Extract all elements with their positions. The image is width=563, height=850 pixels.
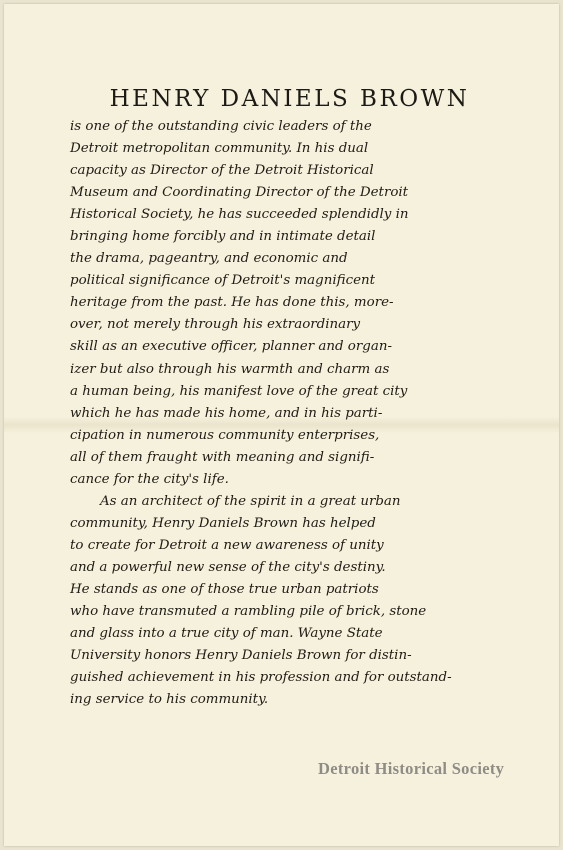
text-line: cance for the city's life. — [70, 471, 229, 487]
text-line: a human being, his manifest love of the great city — [70, 383, 408, 399]
text-line: who have transmuted a rambling pile of brick, stone — [70, 604, 427, 620]
text-line: cipation in numerous community enterprises, — [70, 427, 380, 443]
text-line: is one of the outstanding civic leaders of the — [70, 119, 372, 134]
text-line: capacity as Director of the Detroit Historical — [70, 163, 374, 179]
document-title: HENRY DANIELS BROWN — [109, 86, 470, 112]
text-line: over, not merely through his extraordinary — [70, 317, 361, 333]
text-line: bringing home forcibly and in intimate detail — [70, 229, 376, 245]
text-line: all of them fraught with meaning and signifi- — [70, 449, 375, 465]
text-line: and glass into a true city of man. Wayne State — [70, 626, 383, 642]
text-line: Detroit metropolitan community. In his dual — [70, 141, 369, 157]
text-line: and a powerful new sense of the city's destiny. — [70, 559, 386, 575]
text-line: heritage from the past. He has done this, more- — [70, 295, 394, 311]
text-line: izer but also through his warmth and charm as — [70, 361, 390, 377]
text-line: which he has made his home, and in his parti- — [70, 405, 383, 421]
text-line: to create for Detroit a new awareness of unity — [70, 537, 384, 553]
text-line: guished achievement in his profession and for outstand- — [70, 670, 452, 686]
text-line: ing service to his community. — [70, 692, 269, 708]
text-line: University honors Henry Daniels Brown for distin- — [70, 648, 412, 664]
paragraph-start-line: As an architect of the spirit in a great urban — [100, 493, 401, 509]
text-line: political significance of Detroit's magnificent — [70, 273, 376, 289]
watermark-text: Detroit Historical Society — [318, 759, 505, 778]
text-line: the drama, pageantry, and economic and — [70, 251, 348, 267]
document-page — [4, 4, 559, 846]
text-line: He stands as one of those true urban patriots — [70, 581, 379, 597]
document-body — [70, 116, 520, 711]
text-line: Historical Society, he has succeeded splendidly in — [70, 207, 409, 223]
text-line: skill as an executive officer, planner and organ- — [70, 339, 392, 355]
text-line: community, Henry Daniels Brown has helped — [70, 515, 376, 531]
text-line: Museum and Coordinating Director of the Detroit — [70, 185, 409, 201]
